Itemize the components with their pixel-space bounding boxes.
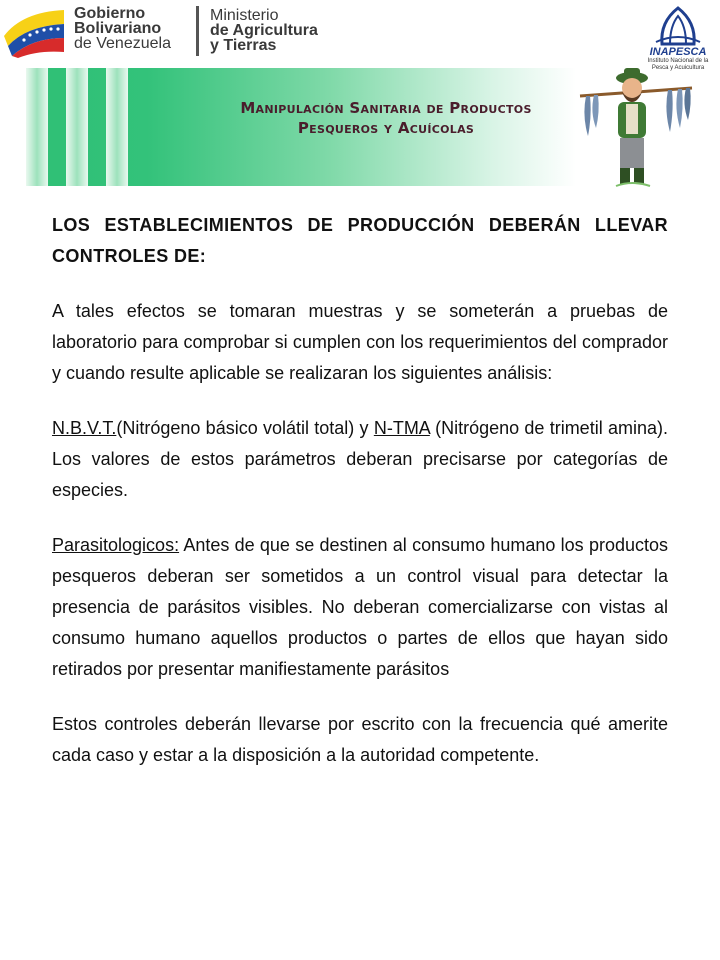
fisherman-illustration-icon [576, 62, 696, 190]
inapesca-name: INAPESCA [649, 46, 707, 58]
nbvt-paragraph [52, 413, 668, 506]
banner-stripe [26, 68, 48, 186]
banner-title-line-1: Manipulación Sanitaria de Productos [240, 99, 532, 117]
nbvt-text: (Nitrógeno básico volátil total) y [116, 418, 374, 438]
banner-stripe [66, 68, 88, 186]
government-logo [0, 0, 340, 64]
logo-divider [196, 6, 199, 56]
closing-paragraph: Estos controles deberán llevarse por escrito con la frecuencia qué amerite cada caso y estar a la disposición a la autoridad competente. [52, 714, 668, 765]
parasitologicos-text: Antes de que se destinen al consumo humano los productos pesqueros deberan ser sometidos a un control visual para detectar la presencia de parásitos visibles. No deberan comercializarse con vistas al consumo humano aquellos productos o partes de ellos que hayan sido retirados por presentar manifiestamente parásitos [52, 535, 668, 679]
ntma-label: N-TMA [373, 418, 430, 438]
banner-title-line-2: Pesqueros y Acuícolas [297, 119, 475, 137]
gov-line-2: Bolivariano [74, 20, 162, 37]
gov-line-1: Gobierno [74, 5, 146, 22]
gov-line-3: de Venezuela [74, 35, 171, 52]
government-name [74, 6, 171, 51]
banner-stripe [106, 68, 128, 186]
parasitologicos-label: Parasitologicos: [52, 535, 180, 555]
ministry-line-1: Ministerio [210, 7, 279, 24]
inapesca-subtitle: Instituto Nacional de la Pesca y Acuicultura [647, 58, 709, 71]
venezuela-flag-icon [2, 6, 66, 58]
ntma-text: (Nitrógeno de trimetil amina). Los valores de estos parámetros deberan precisarse por categorías de especies. [52, 418, 668, 500]
ministry-line-3: y Tierras [210, 37, 277, 54]
nbvt-label: N.B.V.T. [52, 418, 117, 438]
document-body [52, 210, 668, 795]
title-banner [26, 68, 576, 186]
parasitologicos-paragraph [52, 530, 668, 685]
ministry-line-2: de Agricultura [210, 22, 318, 39]
intro-paragraph: A tales efectos se tomaran muestras y se someterán a pruebas de laboratorio para comprobar si cumplen con los requerimientos del comprador y cuando resulte aplicable se realizaran los siguientes análisis: [52, 301, 668, 383]
ministry-name [210, 8, 318, 53]
banner-title [176, 98, 596, 138]
section-heading: LOS ESTABLECIMIENTOS DE PRODUCCIÓN DEBERÁN LLEVAR CONTROLES DE: [52, 215, 668, 266]
